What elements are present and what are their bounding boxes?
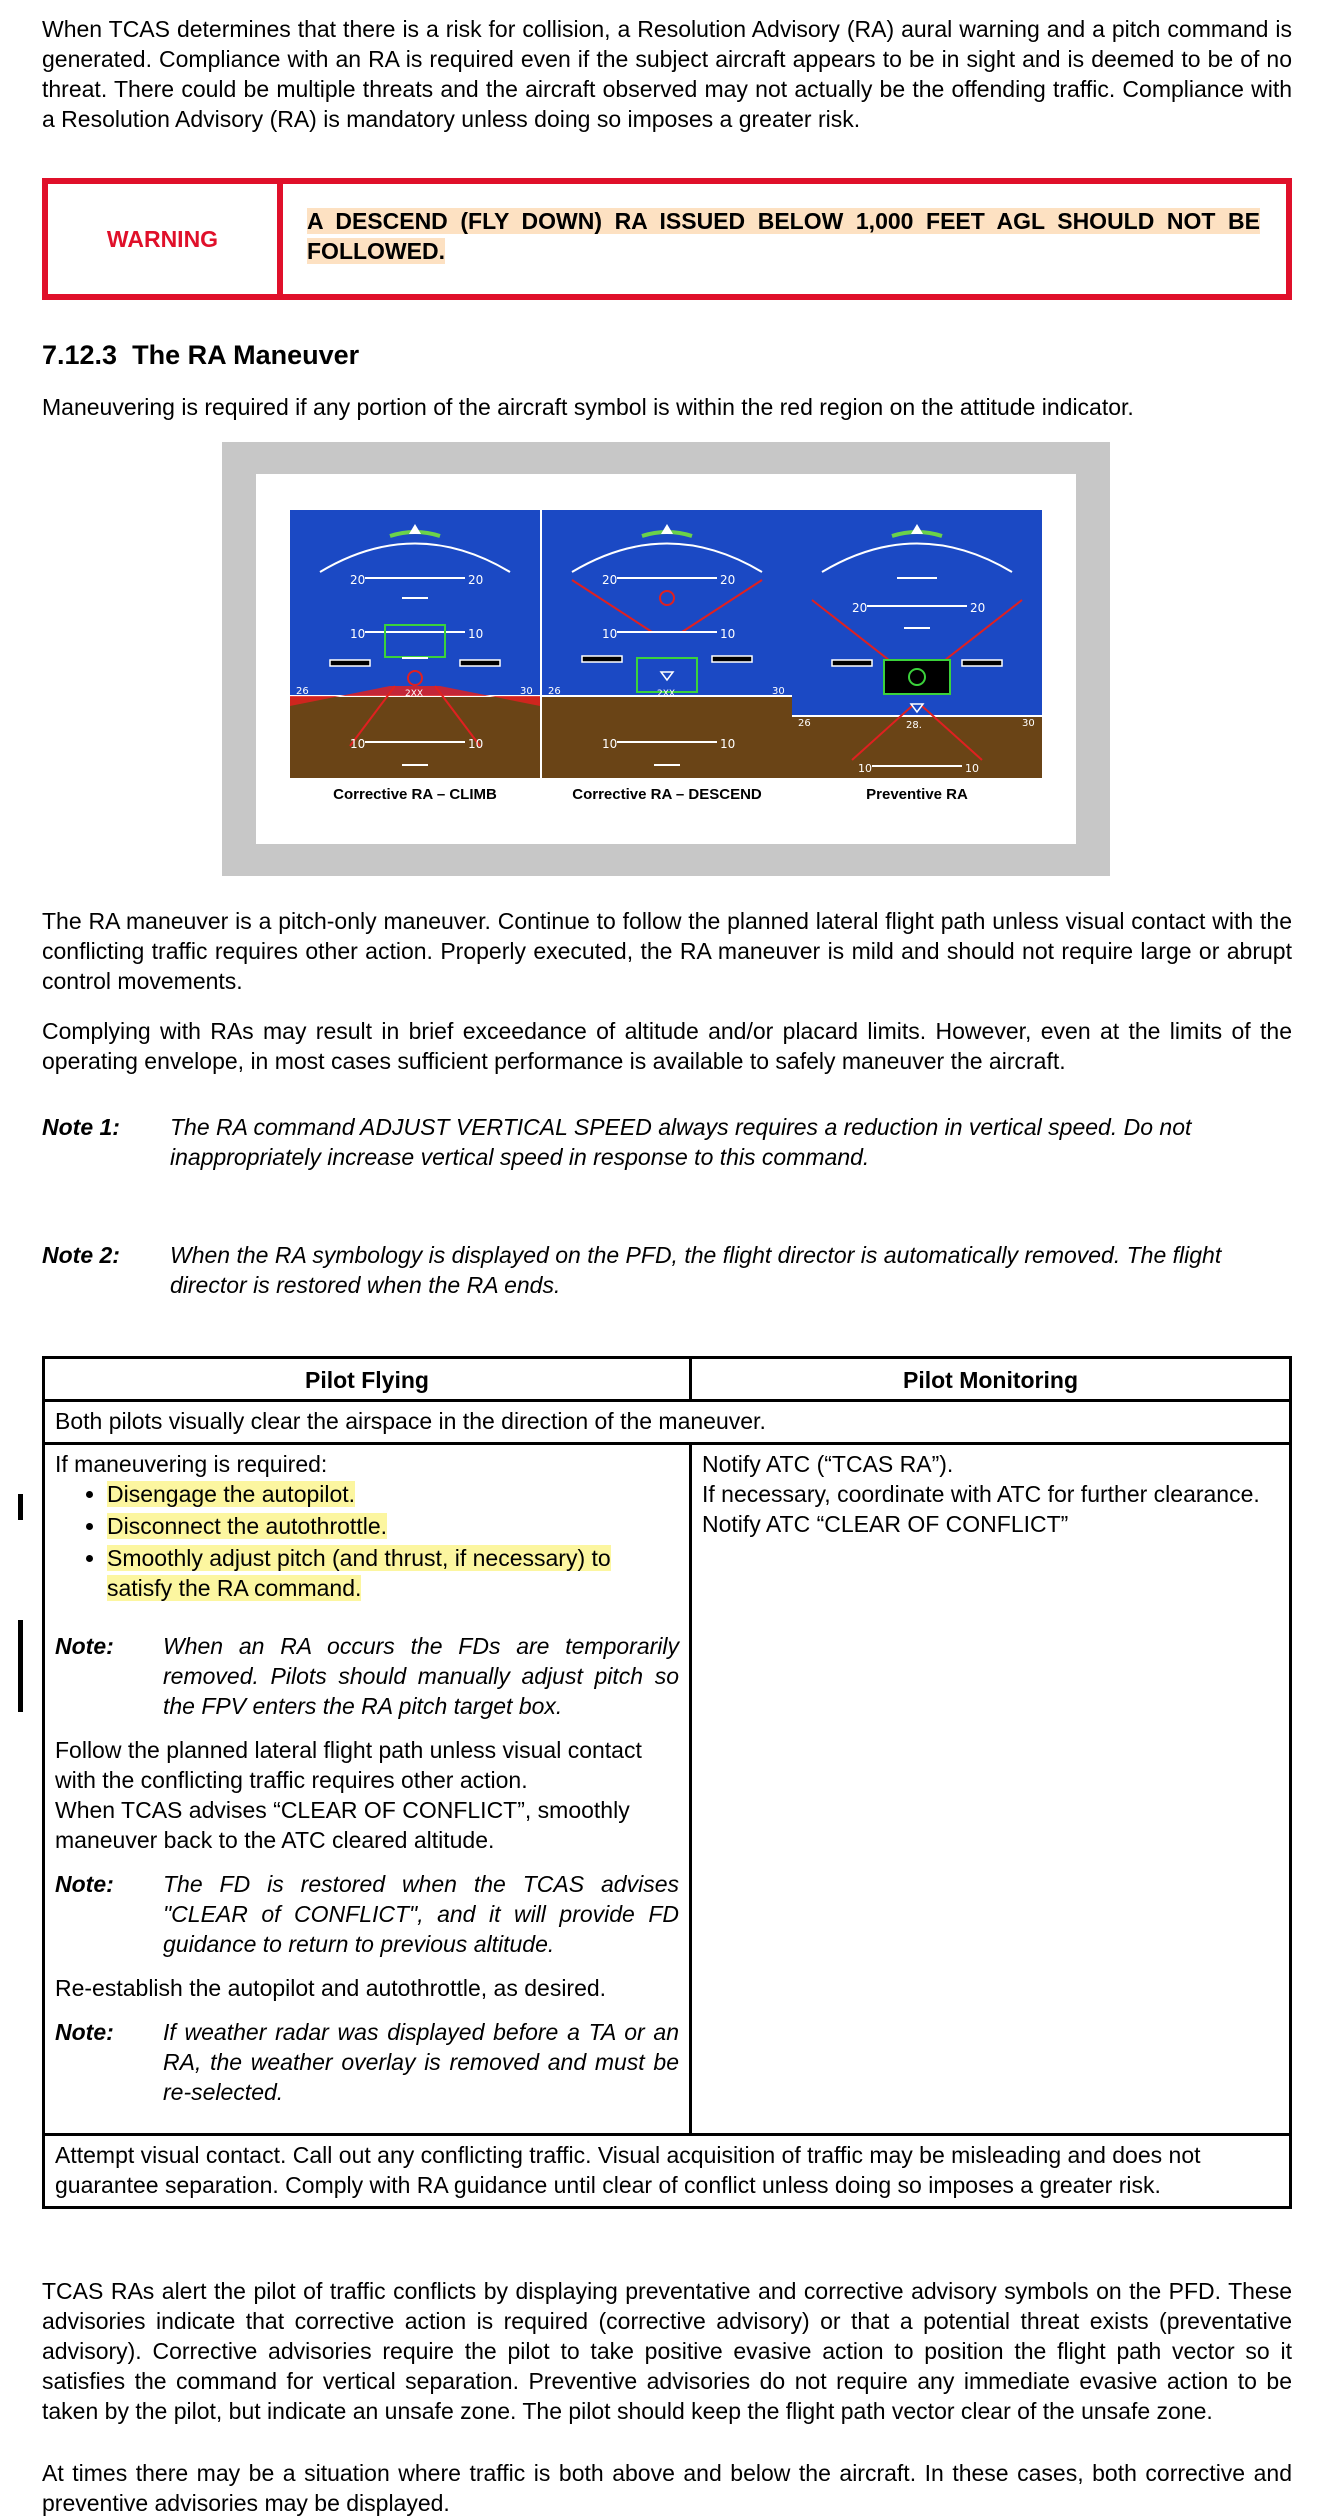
change-bar [18, 1620, 23, 1712]
pf-reestablish: Re-establish the autopilot and autothrottle, as desired. [55, 1975, 607, 2001]
body-paragraph: The RA maneuver is a pitch-only maneuver. Continue to follow the planned lateral flight path unless visual contact with the conflicting traffic requires other action. Properly executed, the RA maneuver is mild and should not require large or abrupt control movements. [42, 908, 1292, 994]
note-text: The RA command ADJUST VERTICAL SPEED always requires a reduction in vertical speed. Do not inappropriately increase vertical speed in response to this command. [170, 1114, 1192, 1170]
note-label: Note: [55, 2019, 114, 2045]
altitude-readout: 28. [906, 720, 922, 731]
pitch-label: 10 [858, 762, 872, 775]
heading-label: 26 [296, 686, 309, 697]
pitch-label: 10 [720, 737, 736, 751]
header-pilot-flying: Pilot Flying [44, 1358, 691, 1401]
pf-follow-text: When TCAS advises “CLEAR OF CONFLICT”, smoothly maneuver back to the ATC cleared altitude. [55, 1797, 630, 1853]
section-heading [42, 340, 359, 370]
heading-label: 26 [548, 686, 561, 697]
pilot-flying-cell [44, 1444, 691, 2135]
pitch-label: 10 [602, 737, 618, 751]
both-pilots-cell: Both pilots visually clear the airspace in the direction of the maneuver. [44, 1401, 1291, 1444]
table-row [44, 1401, 1291, 1444]
body-paragraph: TCAS RAs alert the pilot of traffic conflicts by displaying preventative and corrective advisory symbols on the PFD. These advisories indicate that corrective action is required (corrective advisory) or that a potential threat exists (preventative advisory). Corrective advisories require the pilot to take positive evasive action to position the flight path vector so it satisfies the command for vertical separation. Preventive advisories do not require any immediate evasive action to be taken by the pilot, but indicate an unsafe zone. The pilot should keep the flight path vector clear of the unsafe zone. [42, 2278, 1292, 2424]
body-paragraph: At times there may be a situation where traffic is both above and below the aircraft. In these cases, both corrective and preventive advisories may be displayed. [42, 2460, 1292, 2516]
pitch-label: 10 [468, 627, 484, 641]
heading-label: 30 [520, 686, 533, 697]
warning-text-cell [283, 184, 1286, 294]
pm-line: Notify ATC “CLEAR OF CONFLICT” [702, 1511, 1069, 1537]
pf-follow-text: Follow the planned lateral flight path unless visual contact with the conflicting traffic requires other action. [55, 1737, 642, 1793]
altitude-readout: 2XX [405, 689, 424, 699]
table-row [44, 1444, 1291, 2135]
note-label: Note: [55, 1871, 114, 1897]
pitch-label: 20 [970, 601, 986, 615]
pitch-label: 10 [602, 627, 618, 641]
pitch-label: 10 [350, 627, 366, 641]
pitch-label: 20 [602, 573, 618, 587]
figure-caption: Preventive RA [866, 786, 968, 803]
pm-line: If necessary, coordinate with ATC for further clearance. [702, 1481, 1260, 1507]
pf-bullet-list [55, 1479, 679, 1603]
list-item [107, 1511, 679, 1541]
list-item [107, 1479, 679, 1509]
pitch-label: 10 [350, 737, 366, 751]
altitude-readout: 2XX [657, 689, 676, 699]
bullet-text: Disconnect the autothrottle. [107, 1513, 387, 1539]
pitch-label: 20 [350, 573, 366, 587]
note-text: When an RA occurs the FDs are temporarily removed. Pilots should manually adjust pitch so the FPV enters the RA pitch target box. [163, 1633, 679, 1719]
table-note [55, 2017, 679, 2107]
note-2 [42, 1240, 1292, 1300]
change-bar [18, 1494, 23, 1520]
heading-label: 30 [772, 686, 785, 697]
warning-label: WARNING [48, 184, 283, 294]
attitude-indicator-climb [290, 510, 540, 778]
bottom-cell: Attempt visual contact. Call out any conflicting traffic. Visual acquisition of traffic may be misleading and does not guarantee separation. Comply with RA guidance until clear of conflict unless doing so imposes a greater risk. [44, 2135, 1291, 2208]
note-1 [42, 1112, 1292, 1172]
pitch-label: 20 [852, 601, 868, 615]
figure-caption: Corrective RA – CLIMB [333, 786, 497, 803]
pitch-label: 20 [720, 573, 736, 587]
heading-label: 26 [798, 718, 811, 729]
table-note [55, 1869, 679, 1959]
pitch-label: 10 [965, 762, 979, 775]
bullet-text: Disengage the autopilot. [107, 1481, 356, 1507]
pitch-label: 10 [720, 627, 736, 641]
warning-box [42, 178, 1292, 300]
pitch-label: 10 [468, 737, 484, 751]
warning-text: A DESCEND (FLY DOWN) RA ISSUED BELOW 1,000 FEET AGL SHOULD NOT BE FOLLOWED. [307, 208, 1260, 264]
pf-lead: If maneuvering is required: [55, 1451, 328, 1477]
pilot-monitoring-cell [691, 1444, 1291, 2135]
section-number: 7.12.3 [42, 340, 118, 370]
note-label: Note 1: [42, 1114, 120, 1140]
heading-label: 30 [1022, 718, 1035, 729]
note-text: The FD is restored when the TCAS advises "CLEAR of CONFLICT", and it will provide FD guidance to return to previous altitude. [163, 1871, 679, 1957]
procedure-table [42, 1356, 1292, 2209]
note-text: When the RA symbology is displayed on the PFD, the flight director is automatically removed. The flight director is restored when the RA ends. [170, 1242, 1222, 1298]
note-label: Note 2: [42, 1242, 120, 1268]
pm-line: Notify ATC (“TCAS RA”). [702, 1451, 954, 1477]
attitude-indicator-preventive [792, 510, 1042, 778]
ra-figure [222, 442, 1110, 876]
table-header-row [44, 1358, 1291, 1401]
table-row [44, 2135, 1291, 2208]
header-pilot-monitoring: Pilot Monitoring [691, 1358, 1291, 1401]
attitude-indicator-descend [542, 510, 792, 778]
note-text: If weather radar was displayed before a TA or an RA, the weather overlay is removed and must be re-selected. [163, 2019, 679, 2105]
pitch-label: 20 [468, 573, 484, 587]
figure-caption: Corrective RA – DESCEND [572, 786, 762, 803]
table-note [55, 1631, 679, 1721]
section-intro: Maneuvering is required if any portion of the aircraft symbol is within the red region on the attitude indicator. [42, 394, 1134, 420]
ra-figure-canvas [256, 474, 1076, 844]
note-label: Note: [55, 1633, 114, 1659]
intro-paragraph: When TCAS determines that there is a risk for collision, a Resolution Advisory (RA) aural warning and a pitch command is generated. Compliance with an RA is required even if the subject aircraft appears to be in sight and is deemed to be of no threat. There could be multiple threats and the aircraft observed may not actually be the offending traffic. Compliance with a Resolution Advisory (RA) is mandatory unless doing so imposes a greater risk. [42, 16, 1292, 132]
bullet-text: Smoothly adjust pitch (and thrust, if necessary) to satisfy the RA command. [107, 1545, 611, 1601]
body-paragraph: Complying with RAs may result in brief exceedance of altitude and/or placard limits. However, even at the limits of the operating envelope, in most cases sufficient performance is available to safely maneuver the aircraft. [42, 1018, 1292, 1074]
list-item [107, 1543, 679, 1603]
section-title: The RA Maneuver [132, 340, 360, 370]
